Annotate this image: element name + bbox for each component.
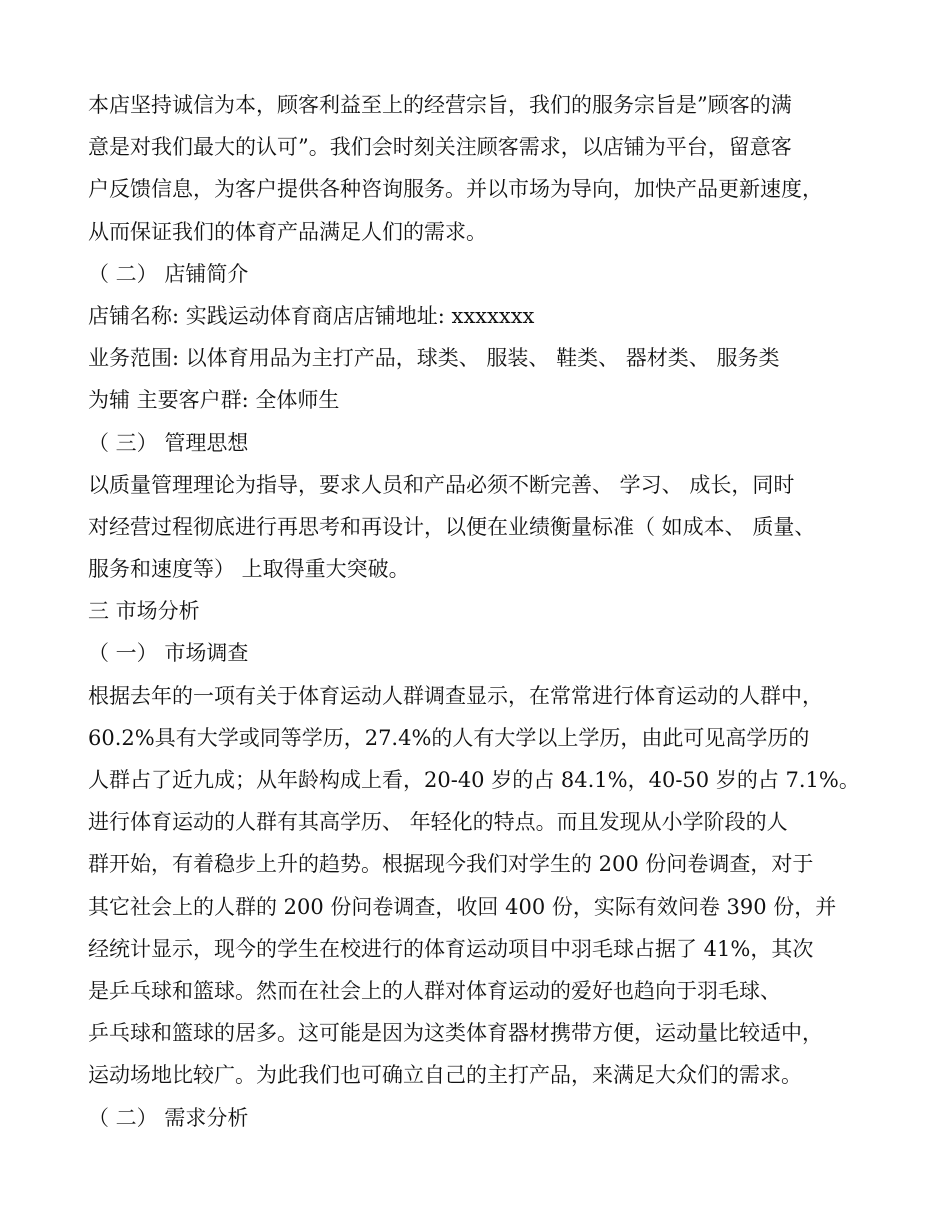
paragraph-line: 服务和速度等） 上取得重大突破。 <box>88 557 410 582</box>
paragraph-line: 意是对我们最大的认可”。我们会时刻关注顾客需求，以店铺为平台，留意客 <box>88 135 792 160</box>
paragraph-line: 其它社会上的人群的 200 份问卷调查，收回 400 份，实际有效问卷 390 份，并 <box>88 894 837 919</box>
section-heading: （ 二） 店铺简介 <box>88 261 249 286</box>
section-heading: （ 三） 管理思想 <box>88 430 249 455</box>
paragraph-line: 运动场地比较广。为此我们也可确立自己的主打产品，来满足大众们的需求。 <box>88 1063 802 1088</box>
section-heading: （ 二） 需求分析 <box>88 1105 249 1130</box>
paragraph-line: 人群占了近九成；从年龄构成上看，20-40 岁的占 84.1%，40-50 岁的占 7.1%。 <box>88 768 860 792</box>
chapter-heading: 三 市场分析 <box>88 599 200 624</box>
paragraph-line: 对经营过程彻底进行再思考和再设计，以便在业绩衡量标准（ 如成本、 质量、 <box>88 514 816 539</box>
paragraph-line: 店铺名称: 实践运动体育商店店铺地址: xxxxxxx <box>88 303 535 328</box>
paragraph-line: 为辅 主要客户群: 全体师生 <box>88 388 340 413</box>
paragraph-line: 经统计显示，现今的学生在校进行的体育运动项目中羽毛球占据了 41%，其次 <box>88 936 814 961</box>
paragraph-line: 60.2%具有大学或同等学历，27.4%的人有大学以上学历，由此可见高学历的 <box>88 725 810 750</box>
paragraph-line: 以质量管理理论为指导，要求人员和产品必须不断完善、 学习、 成长，同时 <box>88 472 795 497</box>
document-body <box>88 84 868 1139</box>
paragraph-line: 是乒乓球和篮球。然而在社会上的人群对体育运动的爱好也趋向于羽毛球、 <box>88 978 781 1003</box>
paragraph-line: 业务范围: 以体育用品为主打产品，球类、 服装、 鞋类、 器材类、 服务类 <box>88 346 780 371</box>
paragraph-line: 进行体育运动的人群有其高学历、 年轻化的特点。而且发现从小学阶段的人 <box>88 810 788 835</box>
paragraph-line: 根据去年的一项有关于体育运动人群调查显示，在常常进行体育运动的人群中， <box>88 683 823 708</box>
paragraph-line: 户反馈信息，为客户提供各种咨询服务。并以市场为导向，加快产品更新速度， <box>88 177 823 202</box>
paragraph-line: 群开始，有着稳步上升的趋势。根据现今我们对学生的 200 份问卷调查，对于 <box>88 852 814 877</box>
paragraph-line: 本店坚持诚信为本，顾客利益至上的经营宗旨，我们的服务宗旨是”顾客的满 <box>88 93 792 117</box>
paragraph-line: 乒乓球和篮球的居多。这可能是因为这类体育器材携带方便，运动量比较适中， <box>88 1021 823 1046</box>
section-heading: （ 一） 市场调查 <box>88 641 249 666</box>
paragraph-line: 从而保证我们的体育产品满足人们的需求。 <box>88 219 487 244</box>
